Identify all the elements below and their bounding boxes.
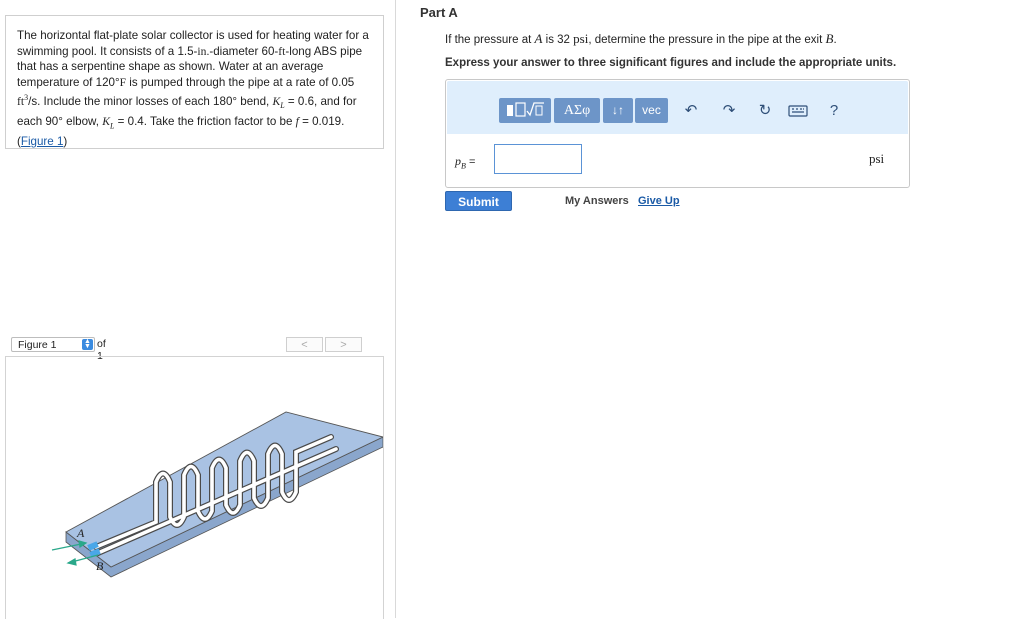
templates-button[interactable] xyxy=(499,98,551,123)
figure-1-link[interactable]: Figure 1 xyxy=(20,135,64,149)
keyboard-icon[interactable] xyxy=(788,101,808,127)
figure-select[interactable]: Figure 1 ▲ ▼ xyxy=(11,337,95,352)
part-title: Part A xyxy=(420,5,458,20)
instruction-text: Express your answer to three significant figures and include the appropriate units. xyxy=(445,57,897,69)
answer-box xyxy=(445,79,910,188)
greek-symbols-button[interactable]: ΑΣφ xyxy=(554,98,600,123)
answer-variable-label: $p_B$ = xyxy=(455,154,476,171)
panel-divider xyxy=(395,0,396,618)
figure-frame xyxy=(5,356,384,619)
math-toolbar xyxy=(447,81,908,134)
reset-icon[interactable]: ↻ xyxy=(758,102,772,119)
submit-button[interactable]: Submit xyxy=(445,191,512,211)
answer-input[interactable] xyxy=(494,144,582,174)
figure-pager xyxy=(286,337,363,353)
help-button[interactable]: ? xyxy=(829,102,839,119)
next-figure-button[interactable]: > xyxy=(325,337,362,352)
problem-statement: The horizontal flat-plate solar collector is used for heating water for a swimming pool. It consists of a 1.5-in.-diameter 60-ft-long ABS pipe that has a serpentine shape as shown. Water at an average temperature of 120°F is pumped through the pipe at a rate of 0.05 $ft^3/s$. Include the minor losses of each 180° bend, $K_L = 0.6$, and for each 90° elbow, $K_L = 0.4$. Take the friction factor to be f = 0.019. (Figure 1) xyxy=(5,15,384,149)
arrows-button[interactable]: ↓↑ xyxy=(603,98,633,123)
template-sqrt-icon xyxy=(499,98,551,123)
label-a: A xyxy=(77,526,85,540)
give-up-link[interactable]: Give Up xyxy=(638,195,680,207)
redo-icon[interactable]: ↷ xyxy=(722,102,736,119)
vector-button[interactable]: vec xyxy=(635,98,668,123)
prev-figure-button[interactable]: < xyxy=(286,337,323,352)
answer-unit: psi xyxy=(869,151,885,166)
my-answers-link[interactable]: My Answers xyxy=(565,195,629,207)
select-stepper-icon: ▲ ▼ xyxy=(82,339,93,350)
undo-icon[interactable]: ↶ xyxy=(684,102,698,119)
label-b: B xyxy=(96,559,104,573)
question-text: If the pressure at A is 32 psi, determine the pressure in the pipe at the exit B. xyxy=(445,31,837,46)
solar-collector-figure xyxy=(6,357,383,619)
